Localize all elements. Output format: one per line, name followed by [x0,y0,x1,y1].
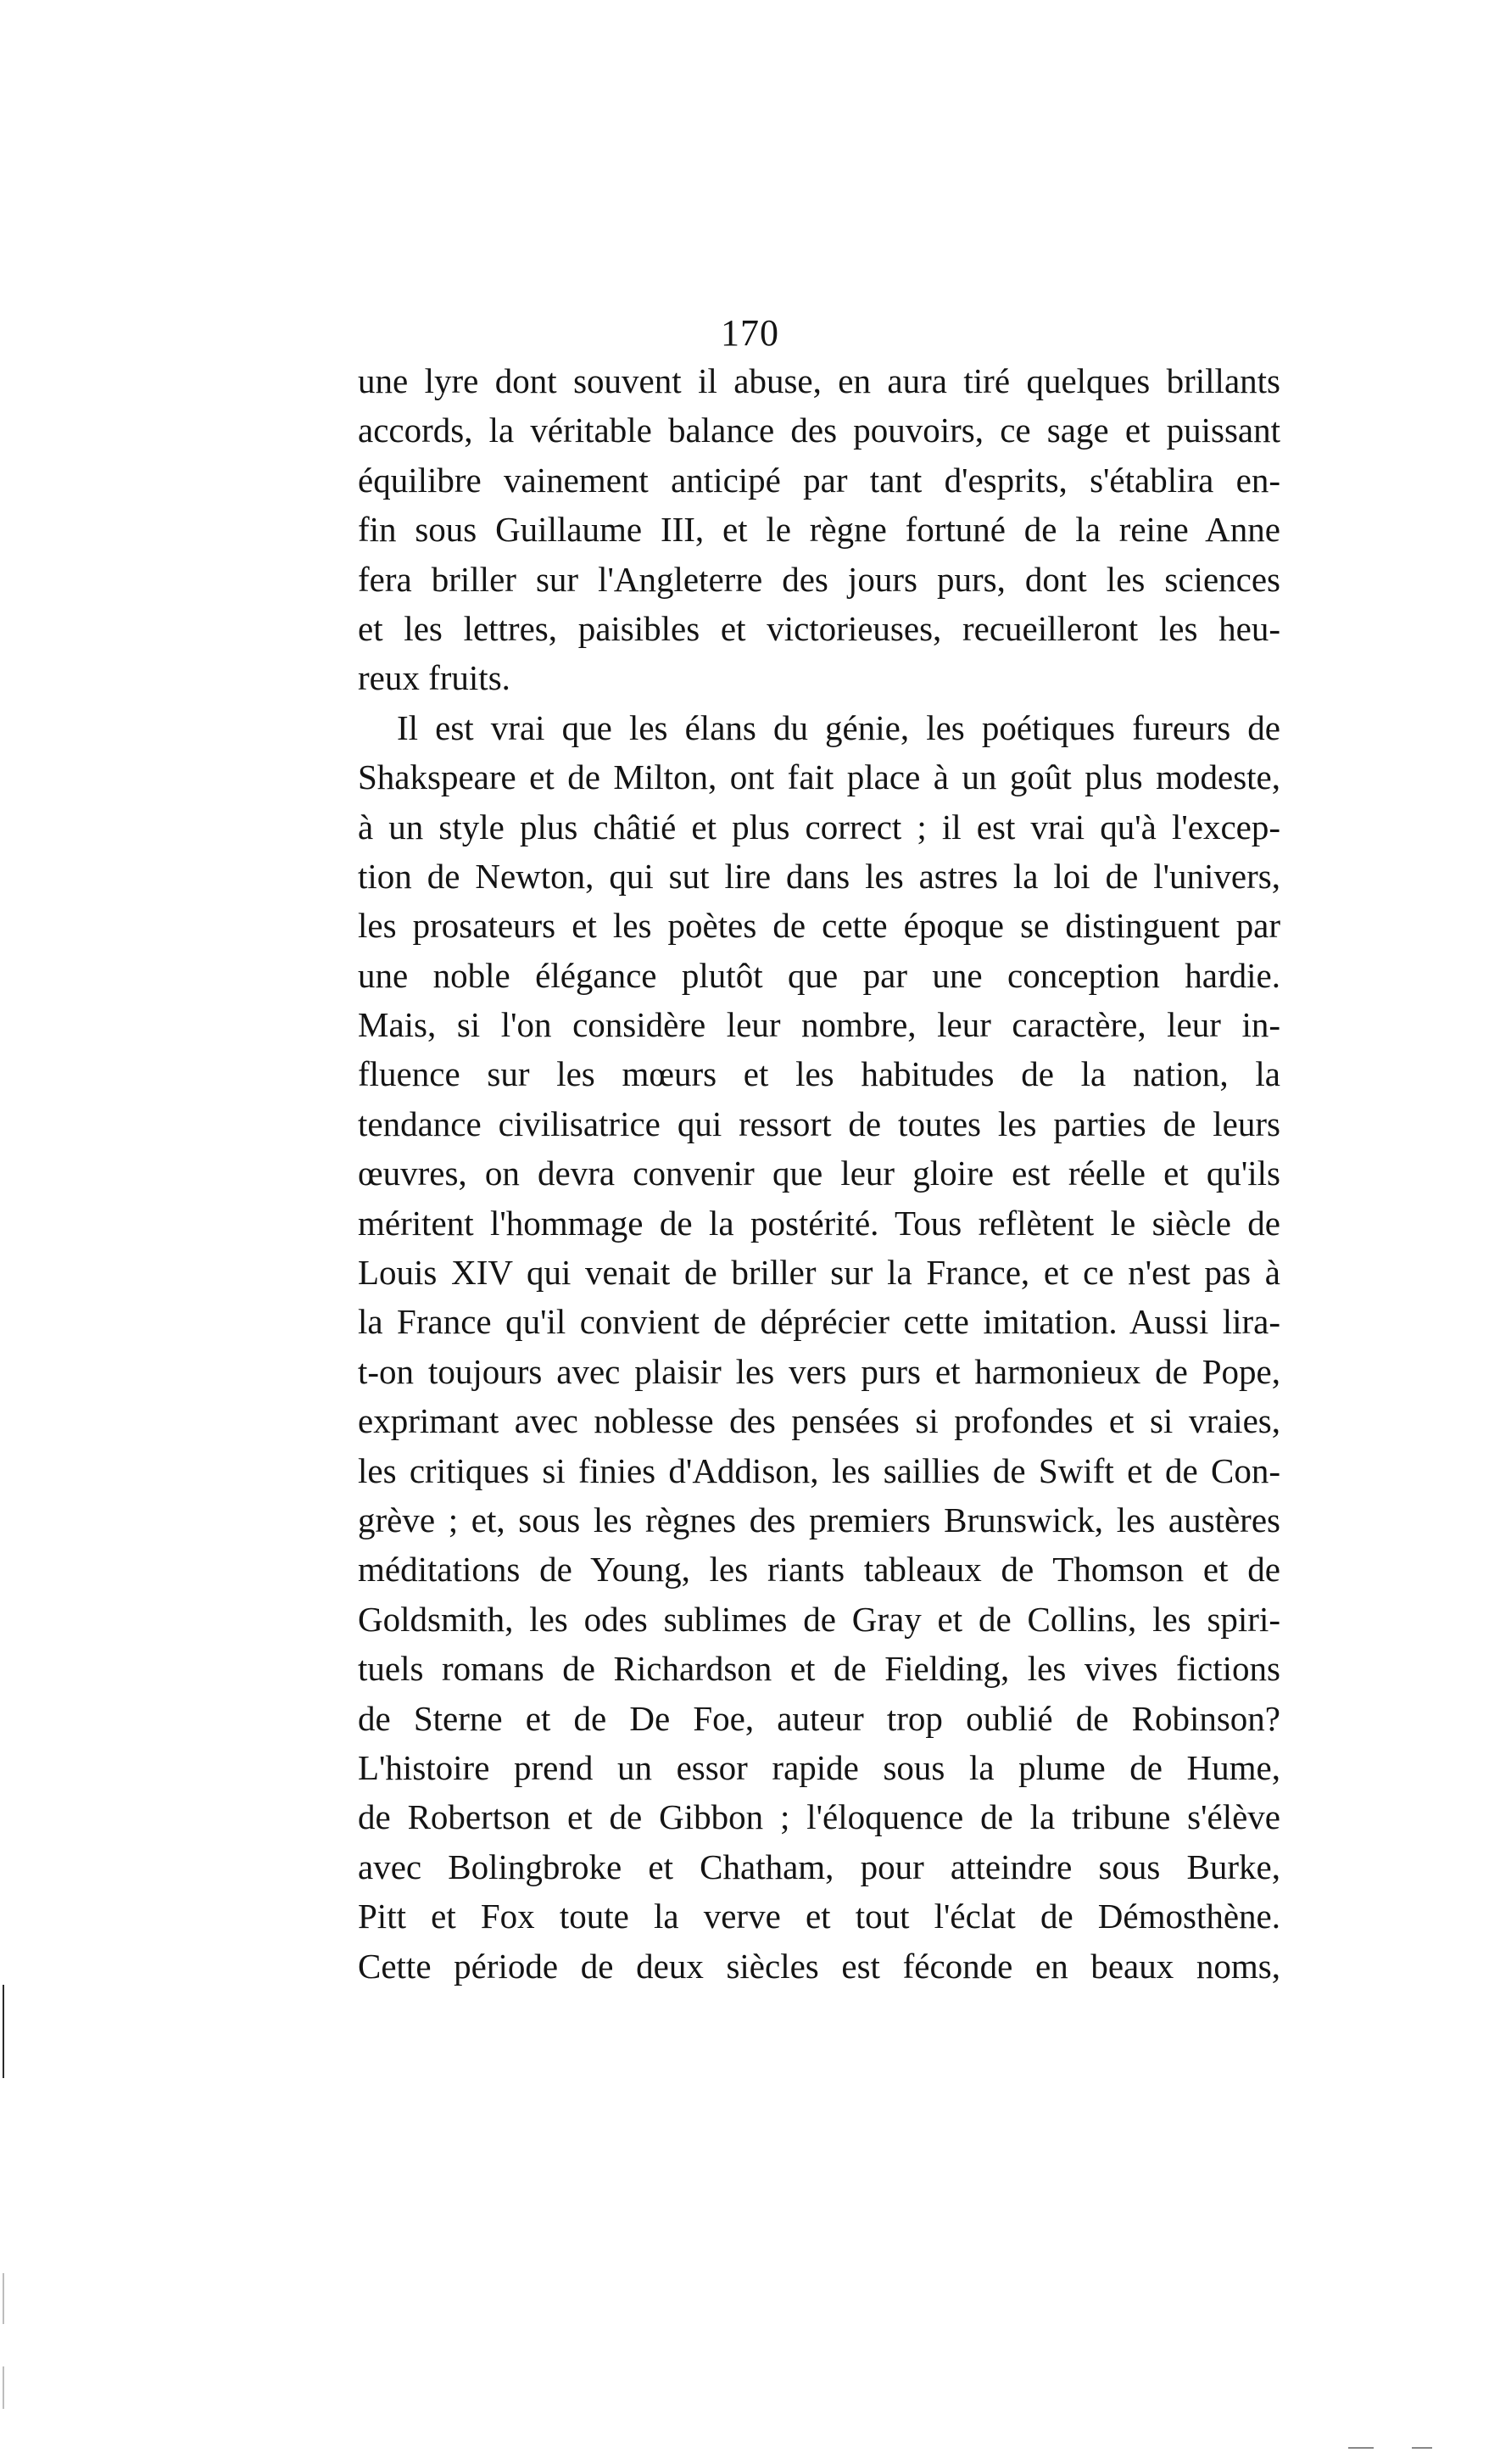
scan-corner-dash [1348,2447,1374,2449]
text-line: Goldsmith, les odes sublimes de Gray et de Collins, les spiri- [358,1599,1280,1639]
text-line: et les lettres, paisibles et victorieuses, recueilleront les heu- [358,608,1280,648]
text-line: Il est vrai que les élans du génie, les poétiques fureurs de [397,707,1280,747]
scan-margin-mark [3,2366,4,2409]
text-line: à un style plus châtié et plus correct ; il est vrai qu'à l'excep- [358,807,1280,846]
text-line: reux fruits. [358,658,510,698]
scan-margin-mark [3,2273,4,2324]
text-line: fera briller sur l'Angleterre des jours purs, dont les sciences [358,559,1280,599]
page-number: 170 [721,312,779,354]
text-line: Cette période de deux siècles est féconde en beaux noms, [358,1946,1280,1986]
text-line: Louis XIV qui venait de briller sur la France, et ce n'est pas à [358,1253,1280,1293]
text-line: tuels romans de Richardson et de Fielding, les vives fictions [358,1649,1280,1689]
text-line: de Robertson et de Gibbon ; l'éloquence de la tribune s'élève [358,1797,1280,1837]
text-line: L'histoire prend un essor rapide sous la plume de Hume, [358,1747,1280,1787]
text-line: Shakspeare et de Milton, ont fait place à un goût plus modeste, [358,757,1280,797]
text-line: exprimant avec noblesse des pensées si profondes et si vraies, [358,1401,1280,1441]
text-line: fin sous Guillaume III, et le règne fortuné de la reine Anne [358,510,1280,550]
text-line: méditations de Young, les riants tableaux de Thomson et de [358,1550,1280,1590]
text-line: de Sterne et de De Foe, auteur trop oublié de Robinson? [358,1698,1280,1738]
text-line: fluence sur les mœurs et les habitudes de la nation, la [358,1054,1280,1094]
text-line: avec Bolingbroke et Chatham, pour atteindre sous Burke, [358,1847,1280,1886]
text-line: une lyre dont souvent il abuse, en aura tiré quelques brillants [358,361,1280,400]
text-line: la France qu'il convient de déprécier cette imitation. Aussi lira- [358,1302,1280,1342]
body-text [358,356,1280,1991]
text-line: accords, la véritable balance des pouvoirs, ce sage et puissant [358,411,1280,450]
text-line: t-on toujours avec plaisir les vers purs et harmonieux de Pope, [358,1351,1280,1391]
text-line: Pitt et Fox toute la verve et tout l'éclat de Démosthène. [358,1897,1280,1936]
text-line: tion de Newton, qui sut lire dans les astres la loi de l'univers, [358,856,1280,896]
text-line: Mais, si l'on considère leur nombre, leur caractère, leur in- [358,1005,1280,1045]
text-line: les critiques si finies d'Addison, les saillies de Swift et de Con- [358,1450,1280,1490]
text-line: méritent l'hommage de la postérité. Tous reflètent le siècle de [358,1203,1280,1243]
text-line: les prosateurs et les poètes de cette époque se distinguent par [358,906,1280,946]
text-line: tendance civilisatrice qui ressort de toutes les parties de leurs [358,1103,1280,1143]
scan-margin-mark [3,1985,4,2078]
text-line: grève ; et, sous les règnes des premiers Brunswick, les austères [358,1500,1280,1539]
text-line: œuvres, on devra convenir que leur gloire est réelle et qu'ils [358,1154,1280,1193]
text-line: équilibre vainement anticipé par tant d'esprits, s'établira en- [358,460,1280,500]
scan-corner-dash [1412,2447,1432,2449]
text-line: une noble élégance plutôt que par une conception hardie. [358,955,1280,995]
